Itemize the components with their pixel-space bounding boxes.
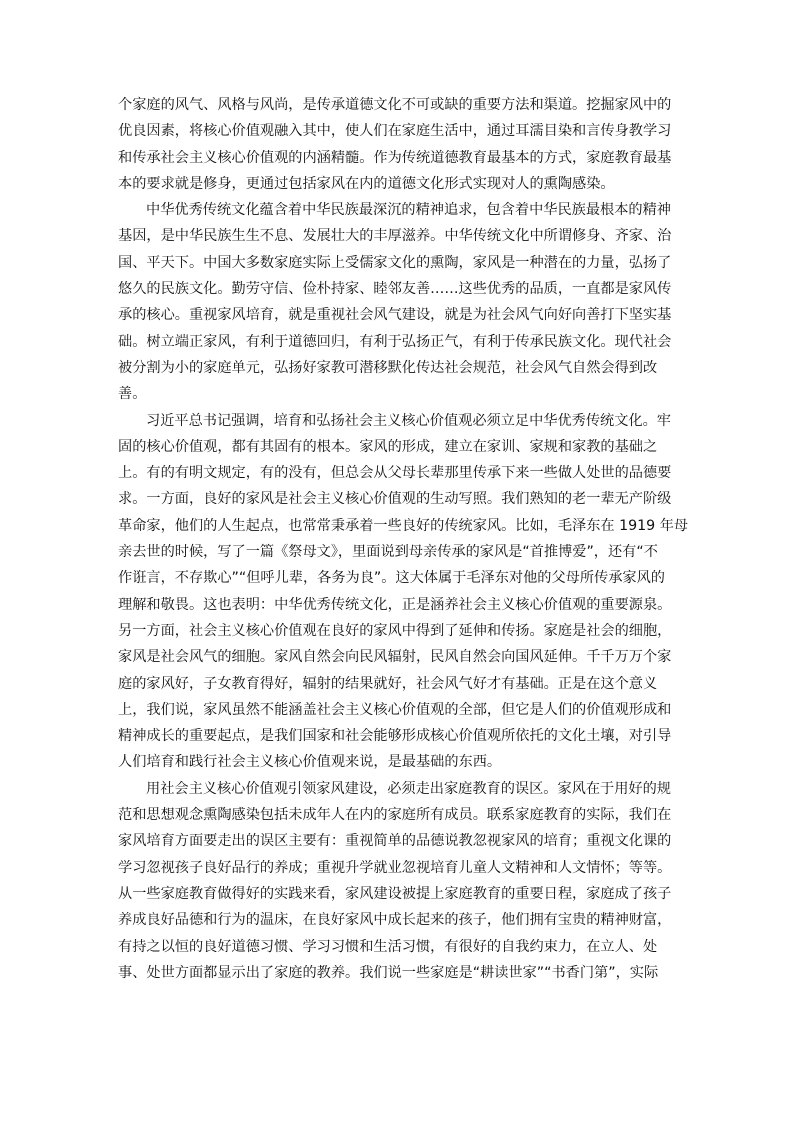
text-line: 另一方面，社会主义核心价值观在良好的家风中得到了延伸和传扬。家庭是社会的细胞， bbox=[118, 622, 672, 639]
text-line: 人们培育和践行社会主义核心价值观来说，是最基础的东西。 bbox=[118, 754, 502, 771]
text-line: 有持之以恒的良好道德习惯、学习习惯和生活习惯，有很好的自我约束力，在立人、处 bbox=[118, 938, 658, 955]
text-line: 学习忽视孩子良好品行的养成；重视升学就业忽视培育儿童人文精神和人文情怀；等等。 bbox=[118, 859, 672, 876]
text-line: 养成良好品德和行为的温床，在良好家风中成长起来的孩子，他们拥有宝贵的精神财富， bbox=[118, 912, 672, 929]
text-line: 被分割为小的家庭单元，弘扬好家教可潜移默化传达社会规范，社会风气自然会得到改 bbox=[118, 359, 658, 376]
text-line: 家风是社会风气的细胞。家风自然会向民风辐射，民风自然会向国风延伸。千千万万个家 bbox=[118, 649, 672, 666]
document-body bbox=[118, 92, 689, 986]
paragraph-start-line: 习近平总书记强调，培育和弘扬社会主义核心价值观必须立足中华优秀传统文化。牢 bbox=[146, 412, 671, 429]
text-line: 国、平天下。中国大多数家庭实际上受儒家文化的熏陶，家风是一种潜在的力量，弘扬了 bbox=[118, 254, 672, 271]
text-line: 家风培育方面要走出的误区主要有：重视简单的品德说教忽视家风的培育；重视文化课的 bbox=[118, 833, 672, 850]
text-line: 上。有的有明文规定，有的没有，但总会从父母长辈那里传承下来一些做人处世的品德要 bbox=[118, 465, 672, 482]
text-line: 和传承社会主义核心价值观的内涵精髓。作为传统道德教育最基本的方式，家庭教育最基 bbox=[118, 149, 672, 166]
text-line: 本的要求就是修身，更通过包括家风在内的道德文化形式实现对人的熏陶感染。 bbox=[118, 175, 615, 192]
text-line: 精神成长的重要起点，是我们国家和社会能够形成核心价值观所依托的文化土壤，对引导 bbox=[118, 728, 672, 745]
text-line: 从一些家庭教育做得好的实践来看，家风建设被提上家庭教育的重要日程，家庭成了孩子 bbox=[118, 885, 672, 902]
text-line: 优良因素，将核心价值观融入其中，使人们在家庭生活中，通过耳濡目染和言传身教学习 bbox=[118, 123, 672, 140]
text-line: 悠久的民族文化。勤劳守信、俭朴持家、睦邻友善……这些优秀的品质，一直都是家风传 bbox=[118, 281, 672, 298]
text-line: 求。一方面，良好的家风是社会主义核心价值观的生动写照。我们熟知的老一辈无产阶级 bbox=[118, 491, 672, 508]
text-line: 革命家，他们的人生起点，也常常秉承着一些良好的传统家风。比如，毛泽东在 1919 年母 bbox=[118, 517, 689, 534]
text-line: 承的核心。重视家风培育，就是重视社会风气建设，就是为社会风气向好向善打下坚实基 bbox=[118, 307, 672, 324]
text-line: 上，我们说，家风虽然不能涵盖社会主义核心价值观的全部，但它是人们的价值观形成和 bbox=[118, 701, 672, 718]
paragraph-start-line: 用社会主义核心价值观引领家风建设，必须走出家庭教育的误区。家风在于用好的规 bbox=[146, 780, 671, 797]
text-line: 善。 bbox=[118, 386, 147, 403]
text-line: 亲去世的时候，写了一篇《祭母文》，里面说到母亲传承的家风是“首推博爱”，还有“不 bbox=[118, 544, 658, 561]
text-line: 个家庭的风气、风格与风尚，是传承道德文化不可或缺的重要方法和渠道。挖掘家风中的 bbox=[118, 97, 672, 113]
text-line: 础。树立端正家风，有利于道德回归，有利于弘扬正气，有利于传承民族文化。现代社会 bbox=[118, 333, 672, 350]
text-line: 基因，是中华民族生生不息、发展壮大的丰厚滋养。中华传统文化中所谓修身、齐家、治 bbox=[118, 228, 672, 245]
text-line: 作诳言，不存欺心”“但呼儿辈，各务为良”。这大体属于毛泽东对他的父母所传承家风的 bbox=[118, 570, 665, 587]
text-line: 事、处世方面都显示出了家庭的教养。我们说一些家庭是“耕读世家”“书香门第”，实际 bbox=[118, 964, 659, 981]
text-line: 范和思想观念熏陶感染包括未成年人在内的家庭所有成员。联系家庭教育的实际，我们在 bbox=[118, 807, 672, 824]
text-line: 固的核心价值观，都有其固有的根本。家风的形成，建立在家训、家规和家教的基础之 bbox=[118, 438, 658, 455]
text-line: 理解和敬畏。这也表明：中华优秀传统文化，正是涵养社会主义核心价值观的重要源泉。 bbox=[118, 596, 672, 613]
paragraph-start-line: 中华优秀传统文化蕴含着中华民族最深沉的精神追求，包含着中华民族最根本的精神 bbox=[146, 202, 671, 219]
text-line: 庭的家风好，子女教育得好，辐射的结果就好，社会风气好才有基础。正是在这个意义 bbox=[118, 675, 658, 692]
